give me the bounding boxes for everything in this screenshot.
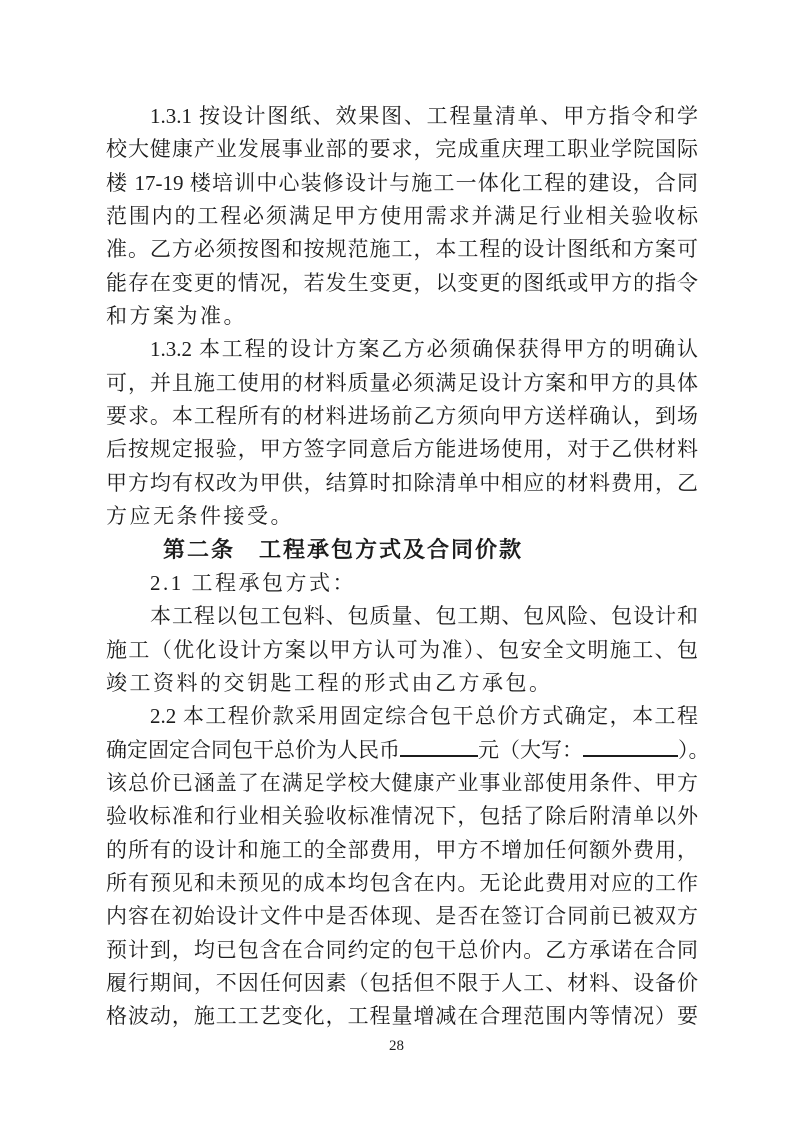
text-line: 该总价已涵盖了在满足学校大健康产业事业部使用条件、甲方 (106, 770, 698, 795)
text-line: 验收标准和行业相关验收标准情况下，包括了除后附清单以外 (106, 804, 698, 829)
fill-in-blank (400, 753, 478, 757)
text-segment: 元（大写： (478, 737, 583, 762)
text-line: 内容在初始设计文件中是否体现、是否在签订合同前已被双方 (106, 904, 698, 929)
text-line: 后按规定报验，甲方签字同意后方能进场使用，对于乙供材料 (106, 437, 698, 462)
fill-in-blank (583, 753, 678, 757)
text-line (106, 734, 710, 767)
section-heading: 第二条 工程承包方式及合同价款 (163, 537, 524, 563)
text-line: 格波动，施工工艺变化，工程量增减在合理范围内等情况）要 (106, 1004, 698, 1029)
text-line: 可，并且施工使用的材料质量必须满足设计方案和甲方的具体 (106, 370, 698, 395)
text-line: 楼 17-19 楼培训中心装修设计与施工一体化工程的建设，合同 (106, 170, 698, 195)
page-number: 28 (389, 1038, 404, 1054)
text-line: 范围内的工程必须满足甲方使用需求并满足行业相关验收标 (106, 204, 698, 229)
text-line: 竣工资料的交钥匙工程的形式由乙方承包。 (106, 670, 553, 695)
text-line: 所有预见和未预见的成本均包含在内。无论此费用对应的工作 (106, 870, 698, 895)
text-line: 1.3.2 本工程的设计方案乙方必须确保获得甲方的明确认 (150, 337, 698, 362)
text-line: 要求。本工程所有的材料进场前乙方须向甲方送样确认，到场 (106, 404, 698, 429)
text-line: 2.2 本工程价款采用固定综合包干总价方式确定，本工程 (150, 704, 698, 729)
text-segment: 确定固定合同包干总价为人民币 (106, 737, 400, 762)
text-line: 本工程以包工包料、包质量、包工期、包风险、包设计和 (150, 604, 698, 629)
text-line: 方应无条件接受。 (106, 504, 294, 529)
text-line: 1.3.1 按设计图纸、效果图、工程量清单、甲方指令和学 (150, 104, 698, 128)
text-line: 的所有的设计和施工的全部费用，甲方不增加任何额外费用， (106, 837, 698, 862)
text-line: 准。乙方必须按图和按规范施工，本工程的设计图纸和方案可 (106, 237, 698, 262)
text-line: 施工（优化设计方案以甲方认可为准）、包安全文明施工、包 (106, 637, 698, 662)
text-line: 甲方均有权改为甲供，结算时扣除清单中相应的材料费用，乙 (106, 470, 698, 495)
text-line: 能存在变更的情况，若发生变更，以变更的图纸或甲方的指令 (106, 270, 698, 295)
text-line: 和方案为准。 (106, 304, 247, 329)
text-line: 2.1 工程承包方式： (150, 570, 356, 595)
text-line: 校大健康产业发展事业部的要求，完成重庆理工职业学院国际 (106, 137, 698, 162)
text-segment: ）。 (678, 737, 710, 762)
text-line: 履行期间，不因任何因素（包括但不限于人工、材料、设备价 (106, 970, 698, 995)
document-body (106, 100, 710, 1034)
text-line: 预计到，均已包含在合同约定的包干总价内。乙方承诺在合同 (106, 937, 698, 962)
